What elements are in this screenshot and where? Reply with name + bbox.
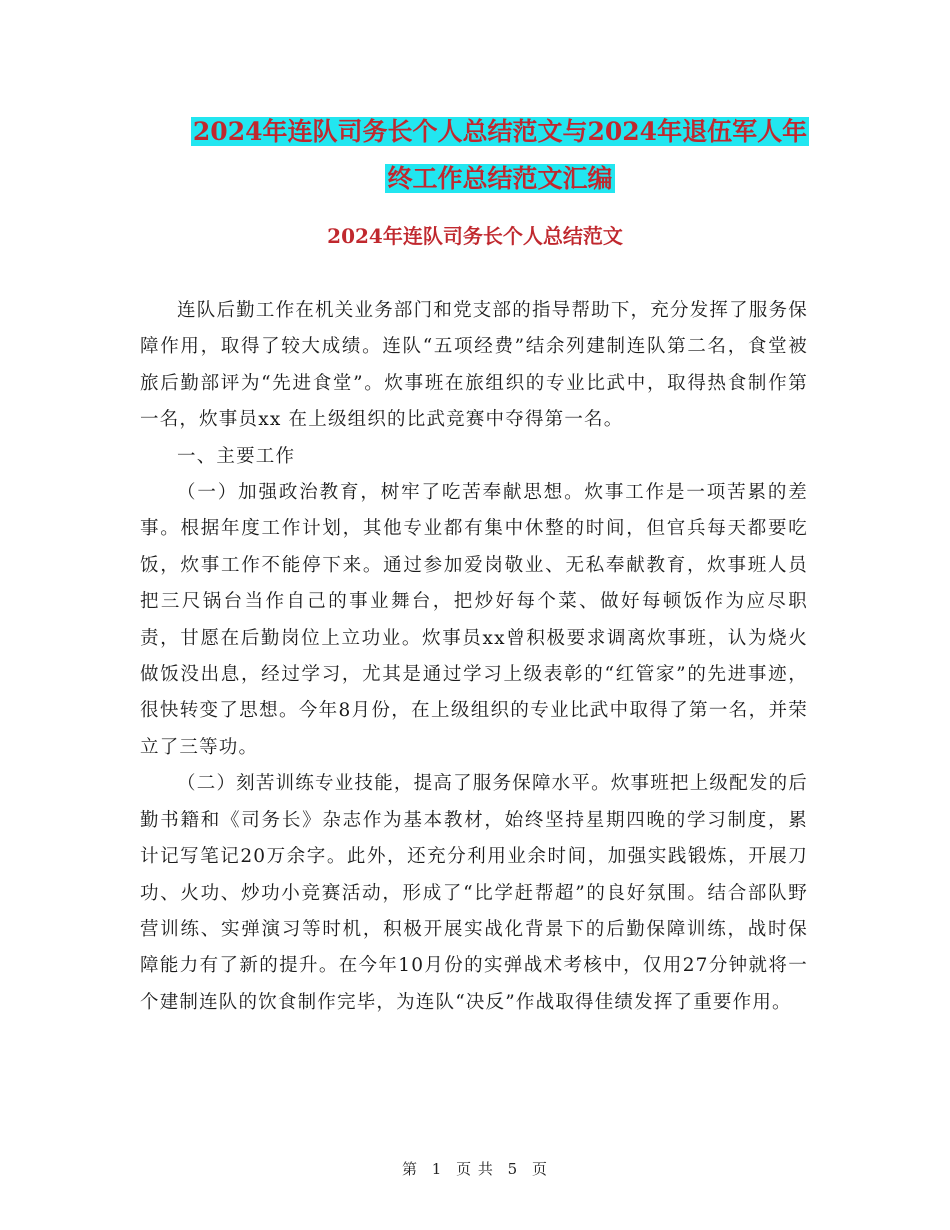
footer-prefix: 第 xyxy=(401,1160,418,1178)
paragraph-skill-training: （二）刻苦训练专业技能，提高了服务保障水平。炊事班把上级配发的后勤书籍和《司务长》杂志作为基本教材，始终坚持星期四晚的学习制度，累计记写笔记20万余字。此外，还充分利用业余时间，加强实践锻炼，开展刀功、火功、炒功小竞赛活动，形成了“比学赶帮超”的良好氛围。结合部队野营训练、实弹演习等时机，积极开展实战化背景下的后勤保障训练，战时保障能力有了新的提升。在今年10月份的实弹战术考核中，仅用27分钟就将一个建制连队的饮食制作完毕，为连队“决反”作战取得佳绩发挥了重要作用。 xyxy=(140,773,808,1013)
footer-total-pages: 5 xyxy=(507,1160,519,1178)
section-title: 2024年连队司务长个人总结范文 xyxy=(327,224,623,248)
footer-current-page: 1 xyxy=(431,1160,443,1178)
title-line-1: 2024年连队司务长个人总结范文与2024年退伍军人年 xyxy=(192,117,808,146)
document-title xyxy=(120,108,880,202)
document-body xyxy=(140,293,808,1021)
title-line-2: 终工作总结范文汇编 xyxy=(387,164,613,193)
footer-suffix: 页 xyxy=(532,1160,549,1178)
page-footer xyxy=(0,1158,950,1179)
paragraph-intro: 连队后勤工作在机关业务部门和党支部的指导帮助下，充分发挥了服务保障作用，取得了较大成绩。连队“五项经费”结余列建制连队第二名，食堂被旅后勤部评为“先进食堂”。炊事班在旅组织的专业比武中，取得热食制作第一名，炊事员xx 在上级组织的比武竞赛中夺得第一名。 xyxy=(140,300,808,431)
footer-middle: 页 共 xyxy=(456,1160,494,1178)
heading-main-work: 一、主要工作 xyxy=(177,445,296,467)
paragraph-political-education: （一）加强政治教育，树牢了吃苦奉献思想。炊事工作是一项苦累的差事。根据年度工作计划，其他专业都有集中休整的时间，但官兵每天都要吃饭，炊事工作不能停下来。通过参加爱岗敬业、无私奉献教育，炊事班人员把三尺锅台当作自己的事业舞台，把炒好每个菜、做好每顿饭作为应尽职责，甘愿在后勤岗位上立功业。炊事员xx曾积极要求调离炊事班，认为烧火做饭没出息，经过学习，尤其是通过学习上级表彰的“红管家”的先进事迹，很快转变了思想。今年8月份，在上级组织的专业比武中取得了第一名，并荣立了三等功。 xyxy=(140,482,808,758)
